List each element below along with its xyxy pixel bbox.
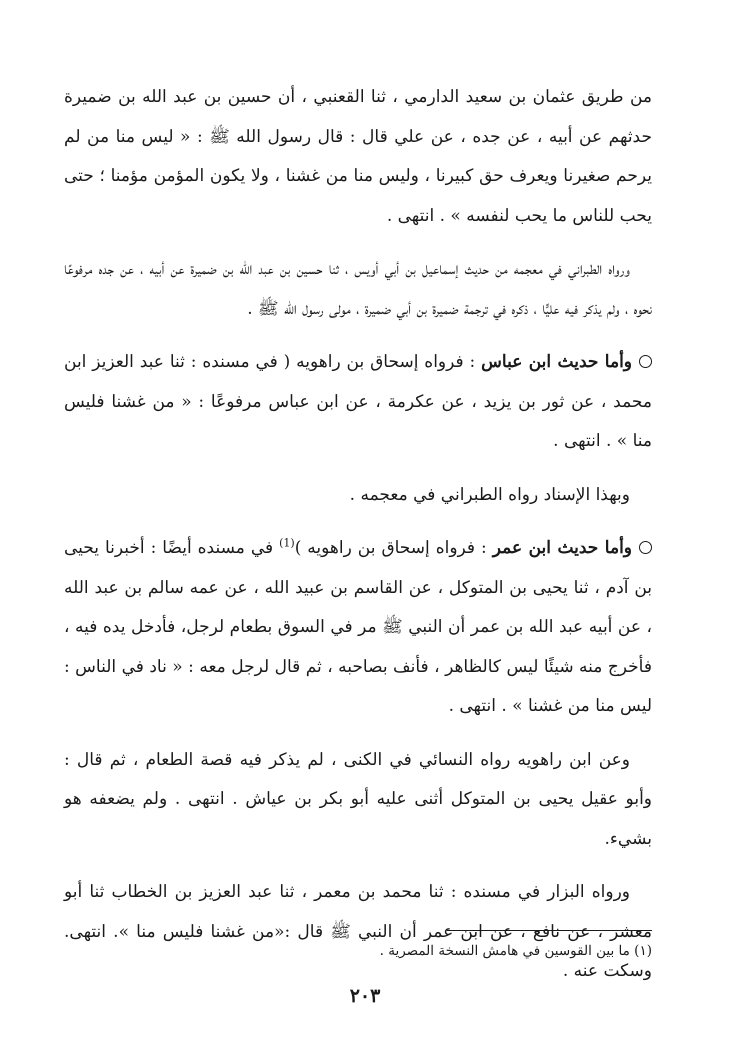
footnote: (١) ما بين القوسين في هامش النسخة المصرية . [379, 943, 652, 959]
paragraph-3-text: : فرواه إسحاق بن راهويه ( في مسنده : ثنا عبد العزيز ابن محمد ، عن ثور بن يزيد ، عن عكرمة ، عن ابن عباس مرفوعًا : « من غشنا فليس منا » . انتهى . [64, 352, 652, 451]
paragraph-6 [64, 741, 652, 860]
paragraph-5-text: في مسنده أيضًا : أخبرنا يحيى بن آدم ، ثنا يحيى بن المتوكل ، عن القاسم بن عبيد الله ، عن عمه سالم بن عبد الله ، عن أبيه عبد الله بن عمر أن النبي ﷺ مر في السوق بطعام لرجل، فأدخل يده فيه ، فأخرج منه شيئًا ليس كالظاهر ، فأنف بصاحبه ، ثم قال لرجل معه : « ناد في الناس : ليس منا من غشنا » . انتهى . [64, 538, 652, 716]
section-heading-ibn-abbas: وأما حديث ابن عباس [481, 352, 632, 372]
paragraph-2 [64, 250, 652, 329]
paragraph-1-text: من طريق عثمان بن سعيد الدارمي ، ثنا القعنبي ، أن حسين بن عبد الله بن ضميرة حدثهم عن أبيه ، عن جده ، عن علي قال : قال رسول الله ﷺ : « ليس منا من لم يرحم صغيرنا ويعرف حق كبيرنا ، وليس منا من غشنا ، ولا يكون المؤمن مؤمنا ؛ حتى يحب للناس ما يحب لنفسه » . انتهى . [64, 87, 652, 226]
circle-bullet-icon [639, 541, 652, 554]
page-body [64, 78, 652, 1006]
paragraph-5 [64, 529, 652, 727]
footnote-reference: (1) [279, 536, 295, 550]
page-number: ٢٠٣ [349, 985, 381, 1007]
paragraph-3 [64, 343, 652, 462]
paragraph-7-text: ورواه البزار في مسنده : ثنا محمد بن معمر ، ثنا عبد العزيز بن الخطاب ثنا أبو معشر ، عن نافع ، عن ابن عمر أن النبي ﷺ قال :«من غشنا فليس منا ». انتهى. وسكت عنه . [64, 882, 652, 981]
circle-bullet-icon [639, 355, 652, 368]
section-heading-ibn-umar: وأما حديث ابن عمر [492, 538, 633, 558]
paragraph-6-text: وعن ابن راهويه رواه النسائي في الكنى ، لم يذكر فيه قصة الطعام ، ثم قال : وأبو عقيل يحيى بن المتوكل أثنى عليه أبو بكر بن عياش . انتهى . ولم يضعفه هو بشيء. [64, 749, 652, 849]
paragraph-2-text: ورواه الطبراني في معجمه من حديث إسماعيل بن أبي أويس ، ثنا حسين بن عبد الله بن ضميرة عن أبيه ، عن جده مرفوعًا نحوه ، ولم يذكر فيه عليًّا ، ذكره في ترجمة ضميرة بن أبي ضميرة ، مولى رسول الله ﷺ . [64, 259, 652, 319]
paragraph-7 [64, 873, 652, 992]
paragraph-5-text-before: : فرواه إسحاق بن راهويه ) [294, 538, 493, 558]
paragraph-4-text: وبهذا الإسناد رواه الطبراني في معجمه . [349, 484, 630, 505]
paragraph-4 [64, 476, 652, 516]
paragraph-1 [64, 78, 652, 236]
footnote-divider [447, 930, 652, 931]
